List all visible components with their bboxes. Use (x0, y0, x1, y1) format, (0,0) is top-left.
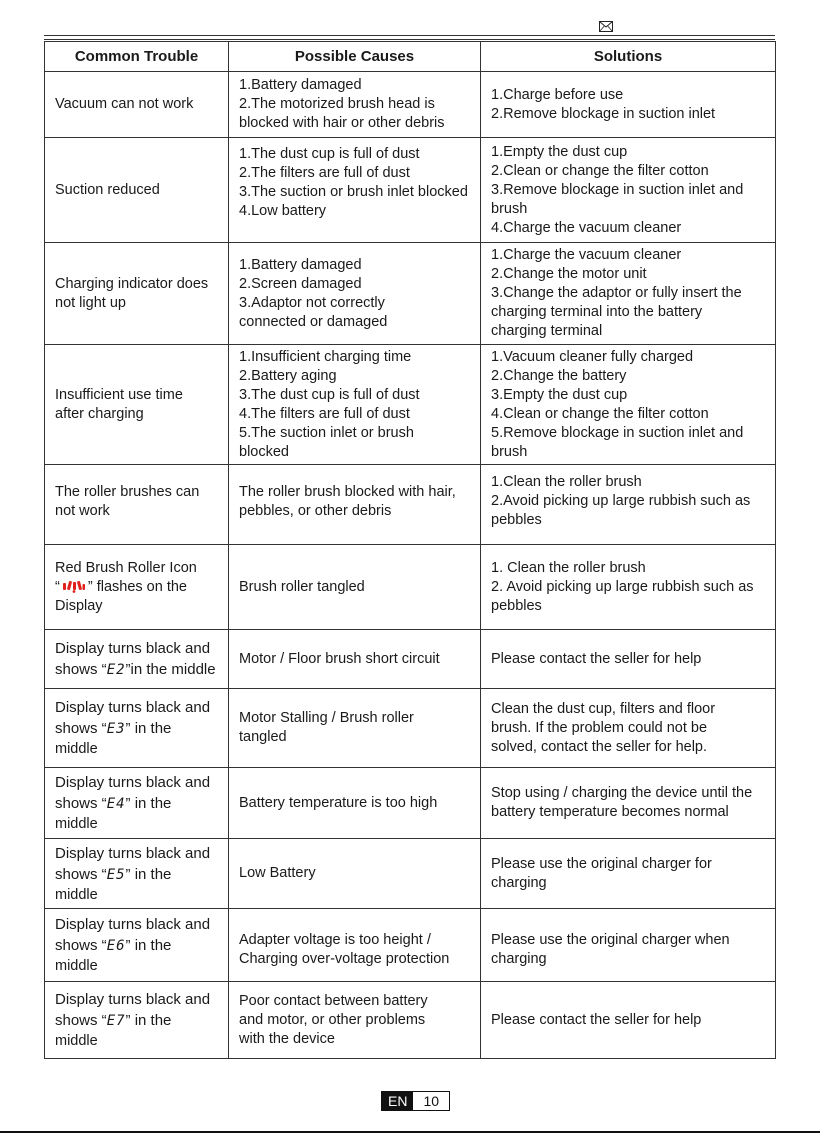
table-row (45, 345, 776, 465)
red-brush-roller-icon (62, 580, 86, 593)
table-row (45, 630, 776, 689)
causes-cell: Motor Stalling / Brush roller tangled (229, 689, 481, 768)
solutions-cell: 1.Empty the dust cup 2.Clean or change the filter cotton 3.Remove blockage in suction inlet and brush 4.Charge the vacuum cleaner (481, 138, 776, 243)
solutions-cell: 1. Clean the roller brush 2. Avoid picking up large rubbish such as pebbles (481, 545, 776, 630)
header-common-trouble: Common Trouble (45, 42, 229, 72)
solutions-cell: Please contact the seller for help (481, 982, 776, 1059)
solutions-cell: Stop using / charging the device until the battery temperature becomes normal (481, 768, 776, 839)
error-code: E6 (106, 938, 126, 954)
table-header-row (45, 42, 776, 72)
trouble-cell: Vacuum can not work (45, 72, 229, 138)
page-number-badge (381, 1091, 450, 1111)
solutions-cell: 1.Charge before use 2.Remove blockage in suction inlet (481, 72, 776, 138)
troubleshooting-table (44, 41, 776, 1059)
causes-cell: Motor / Floor brush short circuit (229, 630, 481, 689)
header-solutions: Solutions (481, 42, 776, 72)
table-row (45, 545, 776, 630)
error-code: E7 (106, 1013, 126, 1029)
causes-cell: 1.Battery damaged 2.The motorized brush head is blocked with hair or other debris (229, 72, 481, 138)
solutions-cell: 1.Vacuum cleaner fully charged 2.Change the battery 3.Empty the dust cup 4.Clean or change the filter cotton 5.Remove blockage in suction inlet and brush (481, 345, 776, 465)
table-row (45, 982, 776, 1059)
bottom-rule (0, 1131, 820, 1133)
solutions-cell: Please use the original charger for charging (481, 839, 776, 909)
header-possible-causes: Possible Causes (229, 42, 481, 72)
error-code: E4 (106, 796, 126, 812)
trouble-cell: Red Brush Roller Icon “ ” flashes on the Display (45, 545, 229, 630)
trouble-cell: Suction reduced (45, 138, 229, 243)
top-rule (44, 35, 775, 36)
error-code: E3 (106, 721, 126, 737)
trouble-cell: Display turns black and shows “E6” in the middle (45, 909, 229, 982)
causes-cell: The roller brush blocked with hair, pebbles, or other debris (229, 465, 481, 545)
trouble-cell: Display turns black and shows “E5” in the middle (45, 839, 229, 909)
causes-cell: 1.The dust cup is full of dust 2.The filters are full of dust 3.The suction or brush inlet blocked 4.Low battery (229, 138, 481, 243)
solutions-cell: 1.Charge the vacuum cleaner 2.Change the motor unit 3.Change the adaptor or fully insert the charging terminal into the battery charging terminal (481, 243, 776, 345)
page-number: 10 (413, 1092, 449, 1110)
error-code: E2 (106, 661, 126, 678)
error-code: E5 (106, 866, 126, 883)
causes-cell: 1.Battery damaged 2.Screen damaged 3.Adaptor not correctly connected or damaged (229, 243, 481, 345)
causes-cell: Battery temperature is too high (229, 768, 481, 839)
table-row (45, 689, 776, 768)
causes-cell: Brush roller tangled (229, 545, 481, 630)
trouble-cell: Display turns black and shows “E4” in the middle (45, 768, 229, 839)
language-label: EN (382, 1092, 413, 1110)
table-row (45, 138, 776, 243)
causes-cell: 1.Insufficient charging time 2.Battery aging 3.The dust cup is full of dust 4.The filters are full of dust 5.The suction inlet or brush blocked (229, 345, 481, 465)
trouble-cell: Insufficient use time after charging (45, 345, 229, 465)
table-row (45, 243, 776, 345)
table-row (45, 465, 776, 545)
top-rule-inner (44, 39, 775, 40)
trouble-cell: Display turns black and shows “E7” in the middle (45, 982, 229, 1059)
causes-cell: Adapter voltage is too height / Charging over-voltage protection (229, 909, 481, 982)
table-row (45, 72, 776, 138)
table-row (45, 909, 776, 982)
solutions-cell: Clean the dust cup, filters and floor brush. If the problem could not be solved, contact the seller for help. (481, 689, 776, 768)
trouble-cell: The roller brushes can not work (45, 465, 229, 545)
solutions-cell: Please contact the seller for help (481, 630, 776, 689)
table-row (45, 839, 776, 909)
solutions-cell: Please use the original charger when charging (481, 909, 776, 982)
table-row (45, 768, 776, 839)
causes-cell: Low Battery (229, 839, 481, 909)
trouble-cell: Display turns black and shows “E2”in the middle (45, 630, 229, 689)
causes-cell: Poor contact between battery and motor, or other problems with the device (229, 982, 481, 1059)
trouble-cell: Display turns black and shows “E3” in the middle (45, 689, 229, 768)
solutions-cell: 1.Clean the roller brush 2.Avoid picking up large rubbish such as pebbles (481, 465, 776, 545)
trouble-cell: Charging indicator does not light up (45, 243, 229, 345)
envelope-icon (599, 21, 613, 32)
